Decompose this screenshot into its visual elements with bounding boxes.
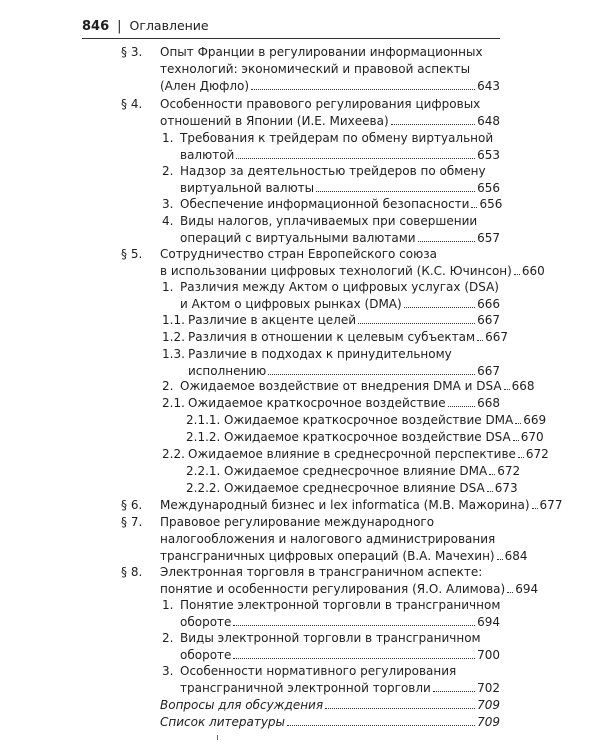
dot-leader xyxy=(316,191,475,192)
toc-entry-number: 2.1.2. xyxy=(186,430,221,444)
toc-entry-title: Международный бизнес и lex informatica (М.В. Мажорина) xyxy=(160,498,530,512)
dot-leader xyxy=(513,440,519,441)
toc-entry-page: 672 xyxy=(497,464,521,478)
toc-entry-page: 684 xyxy=(504,549,528,563)
toc-entry-title-line: Особенности правового регулирования цифровых xyxy=(160,97,481,111)
dot-leader xyxy=(287,725,475,726)
toc-entry-title-line: Электронная торговля в трансграничном аспекте: xyxy=(160,565,483,579)
toc-entry-title: Различия в отношении к целевым субъектам xyxy=(188,330,476,344)
toc-entry-page: 700 xyxy=(477,648,500,662)
toc-entry-number: 2.2. xyxy=(162,447,185,461)
dot-leader xyxy=(518,457,524,458)
toc-entry-title-line: Надзор за деятельностью трейдеров по обмену xyxy=(180,164,486,178)
toc-entry-title: трансграничных цифровых операций (В.А. Мачехин) xyxy=(160,549,495,563)
toc-entry-title: исполнению xyxy=(188,364,267,378)
toc-entry-page: 670 xyxy=(520,430,544,444)
dot-leader xyxy=(433,691,475,692)
toc-entry-number: 1. xyxy=(162,280,174,294)
toc-entry-number: § 4. xyxy=(121,97,143,111)
toc-entry-title: виртуальной валюты xyxy=(180,181,315,195)
toc-entry-title: обороте xyxy=(180,615,232,629)
page-mark xyxy=(217,735,218,740)
toc-entry-page: 666 xyxy=(477,297,500,311)
toc-entry-page: 668 xyxy=(477,396,500,410)
toc-entry-title: Вопросы для обсуждения xyxy=(160,698,324,712)
toc-entry-number: 4. xyxy=(162,214,174,228)
dot-leader xyxy=(514,274,520,275)
dot-leader xyxy=(418,241,476,242)
toc-entry-number: 2. xyxy=(162,379,174,393)
toc-entry-title-line: Виды электронной торговли в трансграничном xyxy=(180,631,481,645)
dot-leader xyxy=(504,389,510,390)
toc-entry-number: 2. xyxy=(162,631,174,645)
toc-entry-title: Ожидаемое краткосрочное воздействие xyxy=(188,396,446,410)
toc-entry-page: 709 xyxy=(477,698,500,712)
toc-entry-page: 660 xyxy=(521,264,545,278)
toc-entry-title: отношений в Японии (И.Е. Михеева) xyxy=(160,114,389,128)
toc-entry-page: 672 xyxy=(525,447,549,461)
toc-entry-number: § 5. xyxy=(121,247,143,261)
toc-entry-title-line: Различия между Актом о цифровых услугах (DSA) xyxy=(180,280,499,294)
toc-entry-page: 702 xyxy=(477,681,500,695)
toc-entry-title: Ожидаемое среднесрочное влияние DSA xyxy=(224,481,485,495)
toc-entry-title-line: Особенности нормативного регулирования xyxy=(180,664,457,678)
dot-leader xyxy=(477,340,483,341)
toc-entry-page: 667 xyxy=(485,330,508,344)
dot-leader xyxy=(489,474,495,475)
toc-entry-page: 656 xyxy=(479,197,503,211)
toc-entry-title: Ожидаемое краткосрочное воздействие DSA xyxy=(224,430,511,444)
toc-entry-title-line: Различие в подходах к принудительному xyxy=(188,347,452,361)
toc-entry-page: 643 xyxy=(477,79,500,93)
toc-entry-title: обороте xyxy=(180,648,232,662)
toc-entry-page: 648 xyxy=(477,114,500,128)
toc-entry-title: операций с виртуальными валютами xyxy=(180,231,416,245)
toc-entry-number: § 3. xyxy=(121,45,143,59)
dot-leader xyxy=(507,592,513,593)
toc-entry-number: 1.1. xyxy=(162,313,185,327)
dot-leader xyxy=(233,658,475,659)
toc-entry-title-line: налогообложения и налогового администрирования xyxy=(160,532,496,546)
toc-entry-page: 694 xyxy=(477,615,500,629)
toc-entry-title: понятие и особенности регулирования (Я.О. Алимова) xyxy=(160,582,506,596)
toc-entry-number: 2.2.1. xyxy=(186,464,221,478)
dot-leader xyxy=(497,559,503,560)
toc-entry-number: 3. xyxy=(162,197,174,211)
toc-entry-title: трансграничной электронной торговли xyxy=(180,681,431,695)
toc-entry-page: 667 xyxy=(477,364,500,378)
toc-entry-number: 1.3. xyxy=(162,347,185,361)
toc-entry-title: Список литературы xyxy=(160,715,286,729)
dot-leader xyxy=(325,708,475,709)
toc-entry-number: § 8. xyxy=(121,565,143,579)
dot-leader xyxy=(268,374,475,375)
toc-entry-page: 694 xyxy=(515,582,539,596)
toc-entry-title-line: технологий: экономический и правовой аспекты xyxy=(160,62,471,76)
toc-entry-title-line: Требования к трейдерам по обмену виртуальной xyxy=(180,131,494,145)
toc-entry-number: 2.1.1. xyxy=(186,413,221,427)
dot-leader xyxy=(515,423,521,424)
dot-leader xyxy=(448,406,475,407)
toc-entry-number: 2.2.2. xyxy=(186,481,221,495)
page-number: 846 xyxy=(82,19,110,34)
dot-leader xyxy=(404,307,475,308)
toc-entry-number: 1. xyxy=(162,598,174,612)
toc-entry-title: Различие в акценте целей xyxy=(188,313,356,327)
toc-entry-title: Ожидаемое влияние в среднесрочной перспективе xyxy=(188,447,516,461)
toc-entry-page: 709 xyxy=(477,715,500,729)
dot-leader xyxy=(236,158,475,159)
toc-entry-page: 673 xyxy=(494,481,518,495)
toc-entry-title: валютой xyxy=(180,148,235,162)
header-title: Оглавление xyxy=(129,18,209,33)
toc-entry-page: 677 xyxy=(539,498,563,512)
dot-leader xyxy=(233,625,475,626)
toc-entry-title: (Ален Дюфло) xyxy=(160,79,250,93)
toc-entry-title: Ожидаемое среднесрочное влияние DMA xyxy=(224,464,488,478)
dot-leader xyxy=(487,491,493,492)
toc-entry-number: 3. xyxy=(162,664,174,678)
dot-leader xyxy=(391,124,475,125)
dot-leader xyxy=(358,323,475,324)
toc-entry-number: § 7. xyxy=(121,515,143,529)
toc-entry-number: 2. xyxy=(162,164,174,178)
toc-entry-number: § 6. xyxy=(121,498,143,512)
toc-entry-page: 667 xyxy=(477,313,500,327)
toc-entry-page: 669 xyxy=(523,413,547,427)
dot-leader xyxy=(251,89,475,90)
toc-entry-page: 656 xyxy=(477,181,500,195)
toc-entry-number: 2.1. xyxy=(162,396,185,410)
toc-entry-page: 653 xyxy=(477,148,500,162)
dot-leader xyxy=(532,508,538,509)
toc-entry-title-line: Понятие электронной торговли в трансграничном xyxy=(180,598,501,612)
toc-entry-title-line: Правовое регулирование международного xyxy=(160,515,435,529)
toc-entry-page: 657 xyxy=(477,231,500,245)
toc-entry-title: Ожидаемое воздействие от внедрения DMA и DSA xyxy=(180,379,502,393)
toc-entry-title: и Актом о цифровых рынках (DMA) xyxy=(180,297,402,311)
dot-leader xyxy=(471,207,477,208)
toc-entry-title-line: Опыт Франции в регулировании информационных xyxy=(160,45,483,59)
toc-entry-title-line: Сотрудничество стран Европейского союза xyxy=(160,247,437,261)
toc-entry-title: в использовании цифровых технологий (К.С. Ючинсон) xyxy=(160,264,512,278)
toc-entry-number: 1. xyxy=(162,131,174,145)
toc-entry-number: 1.2. xyxy=(162,330,185,344)
toc-entry-page: 668 xyxy=(511,379,535,393)
toc-entry-title-line: Виды налогов, уплачиваемых при совершении xyxy=(180,214,478,228)
toc-entry-title: Обеспечение информационной безопасности xyxy=(180,197,470,211)
toc-entry-title: Ожидаемое краткосрочное воздействие DMA xyxy=(224,413,514,427)
header-separator: | xyxy=(117,19,122,34)
